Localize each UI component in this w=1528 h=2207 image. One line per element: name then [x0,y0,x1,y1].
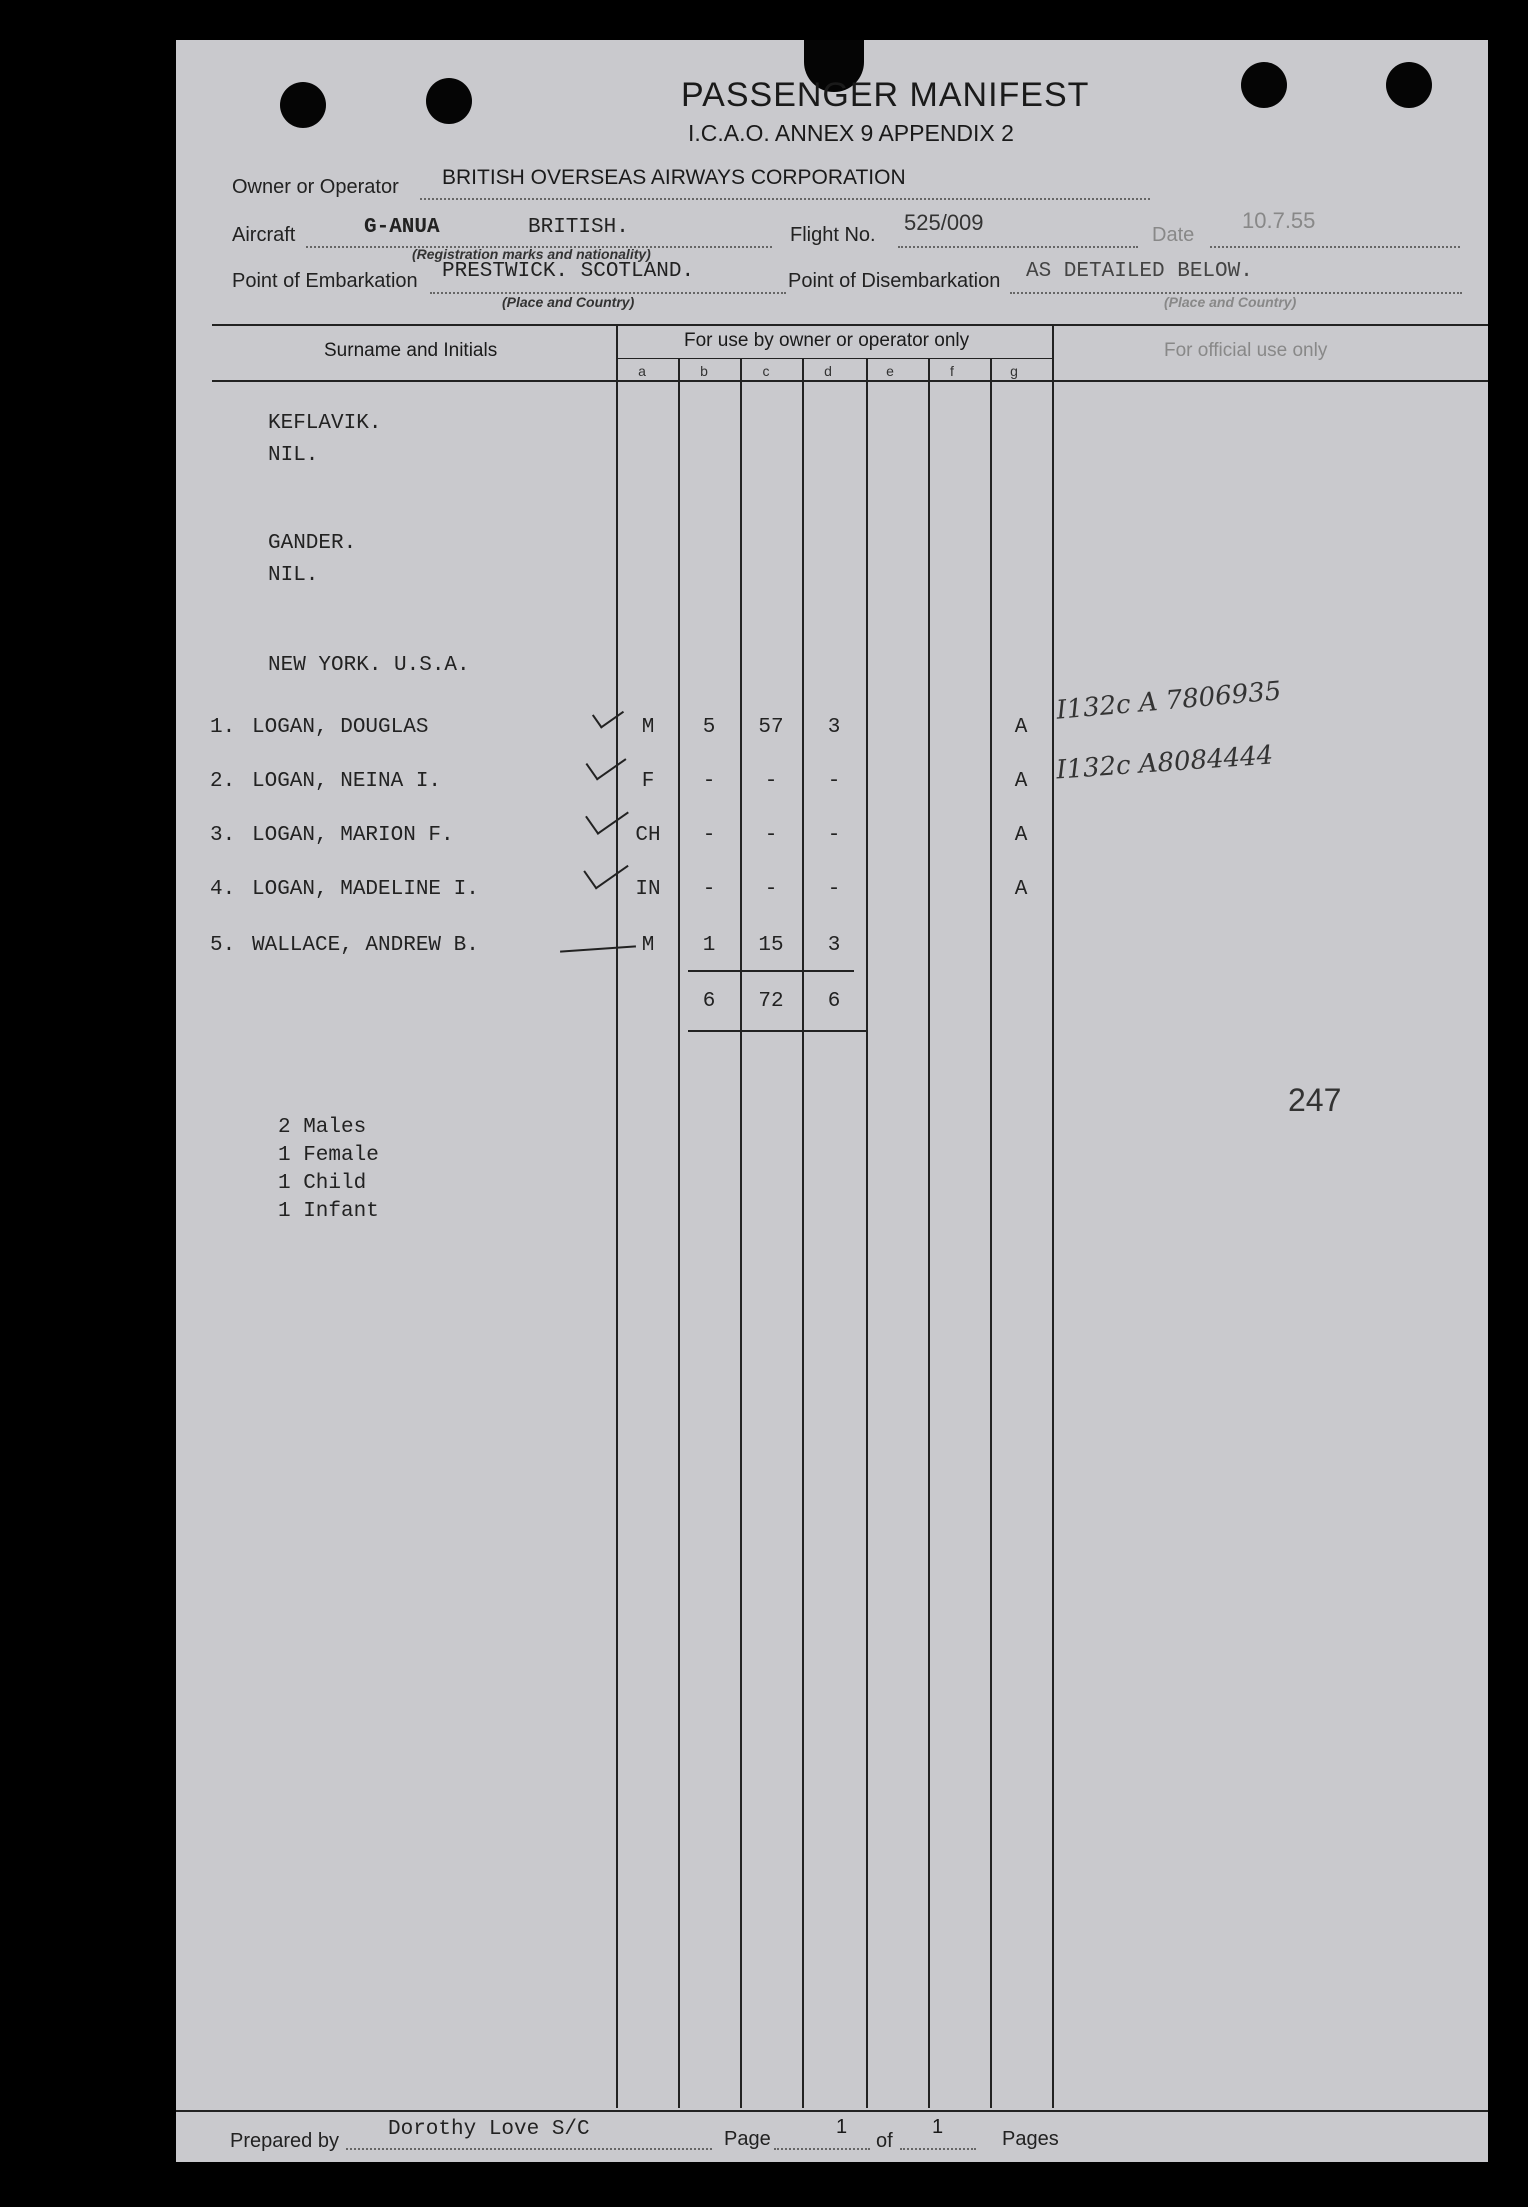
manifest-title: PASSENGER MANIFEST [681,76,1090,114]
totals-top-rule [688,970,854,972]
summary-line: 1 Infant [278,1200,379,1223]
subcol-b: b [700,363,708,379]
total-c: 72 [758,990,784,1013]
section-place: NEW YORK. U.S.A. [268,654,470,677]
total-d: 6 [827,990,841,1013]
punch-hole [1386,62,1432,108]
page-value: 1 [836,2116,848,2138]
col-divider [928,358,930,2108]
aircraft-label: Aircraft [232,224,296,246]
section-note: NIL. [268,564,319,587]
section-note: NIL. [268,444,319,467]
prepared-label: Prepared by [230,2130,339,2152]
cell-c: - [764,824,778,847]
summary-line: 1 Child [278,1172,367,1195]
owner-dotline [420,198,1150,200]
cell-c: 57 [758,716,784,739]
cell-d: - [827,878,841,901]
cell-d: 3 [827,934,841,957]
prepared-dotline [346,2148,712,2150]
date-label: Date [1152,224,1195,246]
official-note: I132c A 7806935 [1055,676,1283,726]
punch-hole [426,78,472,124]
punch-hole [1241,62,1287,108]
col-divider [678,358,680,2108]
cell-a: CH [635,824,661,847]
official-note: I132c A8084444 [1055,740,1275,786]
cell-c: 15 [758,934,784,957]
footer-rule [176,2110,1488,2112]
subcol-f: f [950,363,954,379]
cell-b: 5 [702,716,716,739]
subcol-e: e [886,363,894,379]
subcol-g: g [1010,363,1018,379]
date-value: 10.7.55 [1242,208,1316,233]
subcol-d: d [824,363,832,379]
of-value: 1 [932,2116,944,2138]
subcol-c: c [762,363,770,379]
col-divider [802,358,804,2108]
passenger-number: 1. [210,716,236,739]
cell-b: - [702,770,716,793]
cell-g: A [1014,770,1028,793]
flight-dotline [898,246,1138,248]
passenger-name: LOGAN, DOUGLAS [252,716,429,739]
col-name-header: Surname and Initials [324,340,498,361]
punch-hole [280,82,326,128]
embark-label: Point of Embarkation [232,270,418,292]
summary-line: 2 Males [278,1116,367,1139]
disembark-label: Point of Disembarkation [788,270,1001,292]
col-divider [1052,324,1054,2108]
table-header-rule [212,380,1488,382]
cell-c: - [764,878,778,901]
prepared-value: Dorothy Love S/C [388,2118,590,2141]
cell-b: - [702,824,716,847]
section-place: KEFLAVIK. [268,412,382,435]
pages-label: Pages [1002,2128,1059,2150]
cell-g: A [1014,878,1028,901]
passenger-name: LOGAN, MARION F. [252,824,454,847]
manifest-subtitle: I.C.A.O. ANNEX 9 APPENDIX 2 [688,120,1014,146]
col-divider [866,358,868,2108]
cell-d: - [827,770,841,793]
flight-value: 525/009 [904,210,984,235]
of-label: of [876,2130,893,2152]
passenger-name: LOGAN, MADELINE I. [252,878,479,901]
col-divider [740,358,742,2108]
passenger-number: 4. [210,878,236,901]
col-divider [990,358,992,2108]
section-place: GANDER. [268,532,357,555]
table-top-rule [212,324,1488,326]
disembark-value: AS DETAILED BELOW. [1026,260,1253,283]
cell-a: F [641,770,655,793]
cell-b: 1 [702,934,716,957]
aircraft-nationality: BRITISH. [528,216,629,239]
cell-d: 3 [827,716,841,739]
disembark-sublabel: (Place and Country) [1164,294,1297,310]
cell-a: M [641,934,655,957]
cell-g: A [1014,824,1028,847]
page-label: Page [724,2128,771,2150]
subcol-a: a [638,363,646,379]
of-dotline [900,2148,976,2150]
date-dotline [1210,246,1460,248]
total-b: 6 [702,990,716,1013]
owner-label: Owner or Operator [232,176,399,198]
col-divider [616,324,618,2108]
col-official-header: For official use only [1164,340,1328,361]
manifest-sheet [176,40,1488,2162]
cell-b: - [702,878,716,901]
aircraft-registration: G-ANUA [364,216,440,239]
totals-bottom-rule [688,1030,866,1032]
flight-label: Flight No. [790,224,876,246]
page-dotline [774,2148,870,2150]
subcol-rule [618,358,1054,359]
cell-a: IN [635,878,661,901]
passenger-number: 5. [210,934,236,957]
passenger-number: 2. [210,770,236,793]
handwritten-page-number: 247 [1288,1082,1342,1118]
embark-value: PRESTWICK. SCOTLAND. [442,260,695,283]
embark-sublabel: (Place and Country) [502,294,635,310]
col-owner-header: For use by owner or operator only [684,330,970,351]
cell-a: M [641,716,655,739]
cell-d: - [827,824,841,847]
passenger-number: 3. [210,824,236,847]
owner-value: BRITISH OVERSEAS AIRWAYS CORPORATION [442,166,906,189]
summary-line: 1 Female [278,1144,379,1167]
aircraft-sublabel: (Registration marks and nationality) [412,246,651,262]
passenger-name: WALLACE, ANDREW B. [252,934,479,957]
cell-g: A [1014,716,1028,739]
passenger-name: LOGAN, NEINA I. [252,770,442,793]
cell-c: - [764,770,778,793]
